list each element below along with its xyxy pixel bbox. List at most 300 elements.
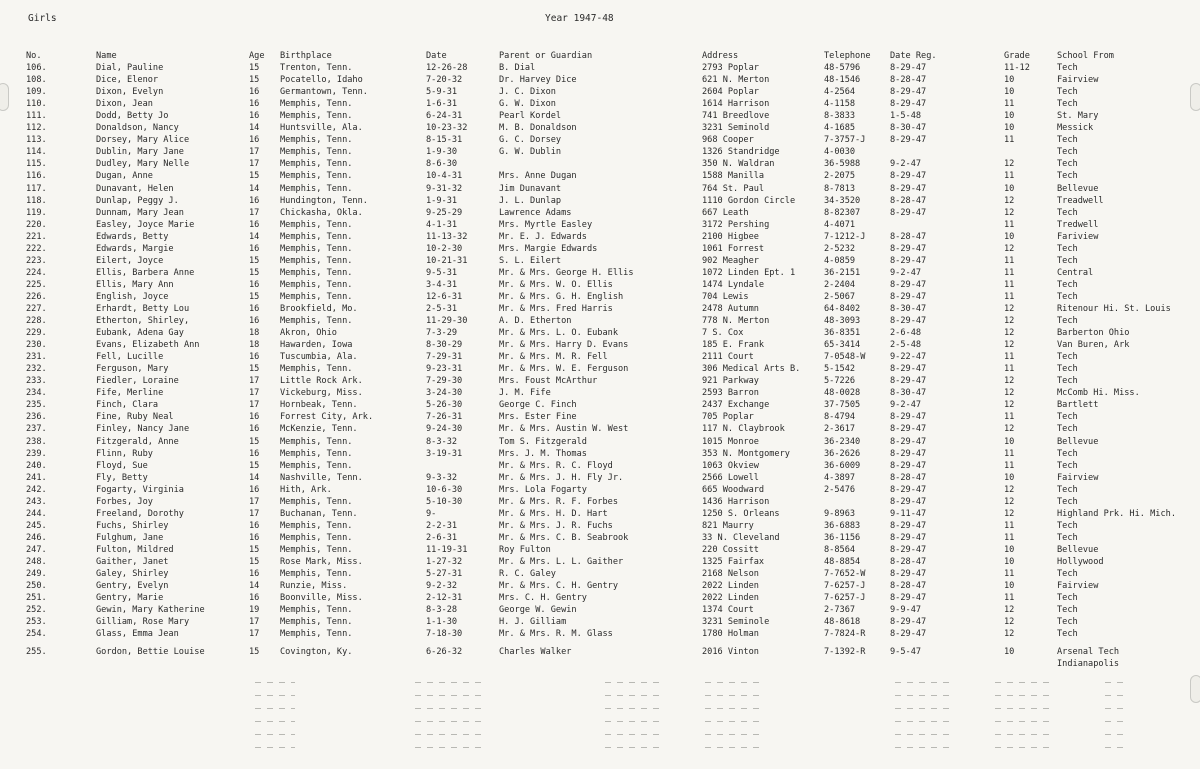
dash-segment (605, 747, 665, 748)
table-row (26, 339, 1176, 351)
telephone: 8-4794 (824, 412, 856, 423)
date-registered: 8-28-47 (890, 75, 927, 86)
telephone: 36-1156 (824, 532, 861, 543)
table-row (26, 628, 1176, 640)
address: 2566 Lowell (702, 472, 759, 483)
table-row (26, 195, 1176, 207)
col-header-grade: Grade (1004, 51, 1030, 61)
school-from: Tredwell (1057, 219, 1099, 230)
parent-guardian: Dr. Harvey Dice (499, 75, 577, 86)
parent-guardian: Mrs. Ester Fine (499, 412, 577, 423)
dash-segment (415, 708, 485, 709)
school-from: Bellevue (1057, 183, 1099, 194)
student-name: Fulghum, Jane (96, 532, 164, 543)
address: 667 Leath (702, 207, 749, 218)
grade: 12 (1004, 328, 1015, 339)
birthplace: Akron, Ohio (280, 328, 337, 339)
parent-guardian: Mr. & Mrs. L. O. Eubank (499, 328, 618, 339)
table-row (26, 134, 1176, 146)
row-no: 225. (26, 279, 47, 290)
student-name: Dorsey, Mary Alice (96, 135, 190, 146)
row-no: 116. (26, 171, 47, 182)
date-registered: 1-5-48 (890, 111, 922, 122)
table-row (26, 122, 1176, 134)
grade: 11 (1004, 532, 1015, 543)
dash-segment (415, 682, 485, 683)
row-no: 240. (26, 460, 47, 471)
table-row (26, 86, 1176, 98)
grade: 10 (1004, 183, 1015, 194)
dash-segment (605, 721, 665, 722)
dash-segment (415, 747, 485, 748)
table-header-row (26, 50, 1176, 62)
grade: 12 (1004, 617, 1015, 628)
dash-segment (895, 734, 955, 735)
birthplace: Memphis, Tenn. (280, 316, 353, 327)
telephone: 64-8402 (824, 303, 861, 314)
grade: 12 (1004, 388, 1015, 399)
date-registered: 8-29-47 (890, 544, 927, 555)
date-registered: 8-29-47 (890, 243, 927, 254)
table-row (26, 183, 1176, 195)
birthplace: Memphis, Tenn. (280, 629, 353, 640)
table-row (26, 423, 1176, 435)
telephone: 4-4071 (824, 219, 856, 230)
parent-guardian: Mr. & Mrs. G. H. English (499, 291, 624, 302)
parent-guardian: Mrs. Margie Edwards (499, 243, 598, 254)
school-from: Tech (1057, 352, 1078, 363)
blank-line (255, 702, 1125, 715)
parent-guardian: Mr. & Mrs. R. C. Floyd (499, 460, 613, 471)
col-header-date-reg: Date Reg. (890, 51, 937, 61)
dash-segment (705, 747, 765, 748)
address: 353 N. Montgomery (702, 448, 790, 459)
row-no: 106. (26, 63, 47, 74)
grade: 12 (1004, 629, 1015, 640)
student-name: Gilliam, Rose Mary (96, 617, 190, 628)
telephone: 36-8351 (824, 328, 861, 339)
telephone: 48-8618 (824, 617, 861, 628)
grade: 10 (1004, 556, 1015, 567)
birthplace: Memphis, Tenn. (280, 159, 353, 170)
birthplace: Huntsville, Ala. (280, 123, 363, 134)
dash-segment (605, 695, 665, 696)
school-from: Bartlett (1057, 400, 1099, 411)
birth-date: 8-3-32 (426, 436, 458, 447)
date-registered (890, 219, 1004, 231)
birthplace: Memphis, Tenn. (280, 255, 353, 266)
grade: 11 (1004, 255, 1015, 266)
table-row (26, 207, 1176, 219)
table-row (26, 375, 1176, 387)
telephone: 4-0859 (824, 255, 856, 266)
table-row (26, 604, 1176, 616)
telephone: 2-3617 (824, 424, 856, 435)
row-no: 235. (26, 400, 47, 411)
school-from: Fairview (1057, 581, 1099, 592)
birthplace: Runzie, Miss. (280, 581, 348, 592)
row-no: 239. (26, 448, 47, 459)
table-row (26, 387, 1176, 399)
student-name: Dunnam, Mary Jean (96, 207, 184, 218)
table-row (26, 640, 1176, 658)
telephone: 48-5796 (824, 63, 861, 74)
table-row (26, 496, 1176, 508)
row-no: 254. (26, 629, 47, 640)
birth-date: 7-29-31 (426, 352, 463, 363)
school-from: Bellevue (1057, 544, 1099, 555)
student-name: Dugan, Anne (96, 171, 153, 182)
grade: 11 (1004, 593, 1015, 604)
telephone: 36-2626 (824, 448, 861, 459)
school-from: Tech (1057, 484, 1078, 495)
birthplace: Hawarden, Iowa (280, 340, 353, 351)
birth-date: 11-13-32 (426, 231, 468, 242)
row-no: 119. (26, 207, 47, 218)
dash-segment (1105, 695, 1125, 696)
birth-date: 11-29-30 (426, 316, 468, 327)
birth-date: 1-6-31 (426, 99, 458, 110)
grade: 12 (1004, 376, 1015, 387)
dash-segment (255, 695, 295, 696)
row-no: 223. (26, 255, 47, 266)
table-row (26, 327, 1176, 339)
birth-date: 10-21-31 (426, 255, 468, 266)
school-from: Tech (1057, 605, 1078, 616)
telephone: 5-1542 (824, 364, 856, 375)
table-row (26, 243, 1176, 255)
parent-guardian: H. J. Gilliam (499, 617, 567, 628)
birthplace: Memphis, Tenn. (280, 99, 353, 110)
birth-date: 2-6-31 (426, 532, 458, 543)
dash-segment (415, 695, 485, 696)
grade: 11 (1004, 352, 1015, 363)
school-from: Tech (1057, 376, 1078, 387)
dash-segment (255, 747, 295, 748)
date-registered: 8-29-47 (890, 593, 927, 604)
date-registered: 8-30-47 (890, 388, 927, 399)
age: 17 (249, 400, 260, 411)
birthplace: Nashville, Tenn. (280, 472, 363, 483)
parent-guardian: Mr. & Mrs. Harry D. Evans (499, 340, 629, 351)
school-from: Tech (1057, 617, 1078, 628)
age: 17 (249, 496, 260, 507)
birthplace: Memphis, Tenn. (280, 291, 353, 302)
age: 16 (249, 195, 260, 206)
table-row (26, 411, 1176, 423)
table-row (26, 484, 1176, 496)
row-no: 231. (26, 352, 47, 363)
birthplace: Memphis, Tenn. (280, 520, 353, 531)
school-from: Tech (1057, 171, 1078, 182)
birth-date: 7-26-31 (426, 412, 463, 423)
student-name: Gentry, Evelyn (96, 581, 169, 592)
parent-guardian: Mr. & Mrs. M. R. Fell (499, 352, 608, 363)
date-registered: 8-29-47 (890, 496, 927, 507)
student-name: Donaldson, Nancy (96, 123, 179, 134)
address: 1326 Standridge (702, 147, 780, 158)
address: 1015 Monroe (702, 436, 759, 447)
student-name: Ellis, Mary Ann (96, 279, 174, 290)
student-name: Ellis, Barbera Anne (96, 267, 195, 278)
birthplace: Memphis, Tenn. (280, 135, 353, 146)
grade: 10 (1004, 647, 1015, 658)
telephone: 8-3833 (824, 111, 856, 122)
telephone: 4-0030 (824, 147, 856, 158)
table-row (26, 592, 1176, 604)
address: 1780 Holman (702, 629, 759, 640)
telephone: 34-3520 (824, 195, 861, 206)
row-no: 222. (26, 243, 47, 254)
birth-date: 7-29-30 (426, 376, 463, 387)
school-from: Ritenour Hi. St. Louis (1057, 303, 1171, 314)
birthplace: Hornbeak, Tenn. (280, 400, 358, 411)
table-row (26, 532, 1176, 544)
telephone: 36-2340 (824, 436, 861, 447)
age: 17 (249, 617, 260, 628)
row-no: 110. (26, 99, 47, 110)
dash-segment (415, 734, 485, 735)
birth-date: 7-18-30 (426, 629, 463, 640)
dash-segment (1105, 721, 1125, 722)
date-registered: 8-29-47 (890, 364, 927, 375)
address: 2168 Nelson (702, 569, 759, 580)
birthplace: Boonville, Miss. (280, 593, 363, 604)
table-row (26, 448, 1176, 460)
student-name: Dunlap, Peggy J. (96, 195, 179, 206)
student-name: Finch, Clara (96, 400, 159, 411)
address: 2478 Autumn (702, 303, 759, 314)
birthplace: Chickasha, Okla. (280, 207, 363, 218)
telephone: 48-3093 (824, 316, 861, 327)
grade: 10 (1004, 544, 1015, 555)
school-from: Tech (1057, 460, 1078, 471)
grade: 11 (1004, 569, 1015, 580)
row-no: 113. (26, 135, 47, 146)
birthplace: Memphis, Tenn. (280, 460, 353, 471)
student-name: Finley, Nancy Jane (96, 424, 190, 435)
birthplace: Memphis, Tenn. (280, 617, 353, 628)
birthplace: Germantown, Tenn. (280, 87, 368, 98)
grade: 12 (1004, 316, 1015, 327)
row-no: 117. (26, 183, 47, 194)
birthplace: Memphis, Tenn. (280, 243, 353, 254)
date-registered: 8-29-47 (890, 87, 927, 98)
parent-guardian: Mrs. Foust McArthur (499, 376, 598, 387)
col-header-address: Address (702, 51, 739, 61)
telephone: 7-7652-W (824, 569, 866, 580)
birth-date: 7-3-29 (426, 328, 458, 339)
parent-guardian: J. C. Dixon (499, 87, 556, 98)
year-label: Year 1947-48 (545, 13, 614, 24)
row-no: 221. (26, 231, 47, 242)
birthplace: Trenton, Tenn. (280, 63, 353, 74)
parent-guardian: Mr. & Mrs. J. R. Fuchs (499, 520, 613, 531)
address: 665 Woodward (702, 484, 765, 495)
table-row (26, 98, 1176, 110)
birthplace: Brookfield, Mo. (280, 303, 358, 314)
birth-date: 5-26-30 (426, 400, 463, 411)
birthplace: Memphis, Tenn. (280, 279, 353, 290)
student-name: Fitzgerald, Anne (96, 436, 179, 447)
address: 1061 Forrest (702, 243, 765, 254)
row-no: 236. (26, 412, 47, 423)
grade: 12 (1004, 496, 1015, 507)
parent-guardian: G. W. Dublin (499, 147, 562, 158)
school-from: Barberton Ohio (1057, 328, 1130, 339)
age: 17 (249, 629, 260, 640)
date-registered: 8-28-47 (890, 231, 927, 242)
telephone: 65-3414 (824, 340, 861, 351)
school-from: Fairview (1057, 472, 1099, 483)
address: 3231 Seminole (702, 617, 770, 628)
date-registered: 8-29-47 (890, 376, 927, 387)
dash-segment (895, 721, 955, 722)
telephone: 2-5067 (824, 291, 856, 302)
school-from: Tech (1057, 99, 1078, 110)
address: 704 Lewis (702, 291, 749, 302)
col-header-no: No. (26, 51, 42, 61)
dash-segment (705, 682, 765, 683)
date-registered: 8-29-47 (890, 183, 927, 194)
age: 15 (249, 171, 260, 182)
date-registered: 8-29-47 (890, 99, 927, 110)
birth-date: 2-5-31 (426, 303, 458, 314)
age: 16 (249, 352, 260, 363)
dash-segment (705, 721, 765, 722)
row-no: 230. (26, 340, 47, 351)
date-registered: 9-9-47 (890, 605, 922, 616)
col-header-name: Name (96, 51, 117, 61)
address: 921 Parkway (702, 376, 759, 387)
grade: 11 (1004, 412, 1015, 423)
date-registered: 8-29-47 (890, 424, 927, 435)
telephone: 36-5988 (824, 159, 861, 170)
enrollment-table (26, 50, 1176, 670)
telephone: 2-2075 (824, 171, 856, 182)
dash-segment (995, 734, 1055, 735)
date-registered: 8-28-47 (890, 556, 927, 567)
school-from: Tech (1057, 520, 1078, 531)
student-name: Freeland, Dorothy (96, 508, 184, 519)
student-name: Fogarty, Virginia (96, 484, 184, 495)
birthplace: Rose Mark, Miss. (280, 556, 363, 567)
school-from: Van Buren, Ark (1057, 340, 1130, 351)
grade: 11 (1004, 460, 1015, 471)
parent-guardian: Mr. & Mrs. L. L. Gaither (499, 556, 624, 567)
row-no: 228. (26, 316, 47, 327)
student-name: Erhardt, Betty Lou (96, 303, 190, 314)
table-row (26, 255, 1176, 267)
parent-guardian: Roy Fulton (499, 544, 551, 555)
age: 17 (249, 508, 260, 519)
blank-line (255, 728, 1125, 741)
age: 16 (249, 484, 260, 495)
birth-date: 1-1-30 (426, 617, 458, 628)
parent-guardian: R. C. Galey (499, 569, 556, 580)
date-registered: 2-6-48 (890, 328, 922, 339)
birthplace: Vickeburg, Miss. (280, 388, 363, 399)
address: 1614 Harrison (702, 99, 770, 110)
dash-segment (1105, 734, 1125, 735)
row-no: 246. (26, 532, 47, 543)
date-registered: 8-28-47 (890, 581, 927, 592)
address: 821 Maurry (702, 520, 754, 531)
telephone: 7-6257-J (824, 581, 866, 592)
age: 16 (249, 111, 260, 122)
birth-date: 10-2-30 (426, 243, 463, 254)
row-no: 255. (26, 647, 47, 658)
date-registered: 8-29-47 (890, 171, 927, 182)
birthplace: Forrest City, Ark. (280, 412, 374, 423)
age: 15 (249, 291, 260, 302)
dash-segment (255, 734, 295, 735)
grade: 11 (1004, 520, 1015, 531)
row-no: 249. (26, 569, 47, 580)
student-name: Dial, Pauline (96, 63, 164, 74)
table-row (26, 544, 1176, 556)
age: 16 (249, 279, 260, 290)
birthplace: Memphis, Tenn. (280, 544, 353, 555)
parent-guardian: Mrs. Lola Fogarty (499, 484, 587, 495)
age: 17 (249, 159, 260, 170)
dash-segment (1105, 747, 1125, 748)
date-registered: 8-29-47 (890, 629, 927, 640)
blank-line (255, 715, 1125, 728)
date-registered: 8-29-47 (890, 484, 927, 495)
table-row (26, 363, 1176, 375)
continuation-row (26, 658, 1176, 670)
table-row (26, 291, 1176, 303)
row-no: 253. (26, 617, 47, 628)
table-row (26, 231, 1176, 243)
student-name: Eubank, Adena Gay (96, 328, 184, 339)
age: 17 (249, 376, 260, 387)
col-header-parent: Parent or Guardian (499, 51, 593, 61)
school-from: Tech (1057, 159, 1078, 170)
dash-segment (995, 695, 1055, 696)
row-no: 108. (26, 75, 47, 86)
birth-date: 9-2-32 (426, 581, 458, 592)
table-row (26, 110, 1176, 122)
row-no: 251. (26, 593, 47, 604)
row-no: 237. (26, 424, 47, 435)
grade: 10 (1004, 436, 1015, 447)
student-name: Fulton, Mildred (96, 544, 174, 555)
birth-date: 9-31-32 (426, 183, 463, 194)
school-from: Highland Prk. Hi. Mich. (1057, 508, 1176, 519)
parent-guardian: Pearl Kordel (499, 111, 562, 122)
birthplace: Memphis, Tenn. (280, 231, 353, 242)
dash-segment (705, 708, 765, 709)
date-registered: 8-29-47 (890, 207, 927, 218)
address: 2604 Poplar (702, 87, 759, 98)
row-no: 247. (26, 544, 47, 555)
birthplace: McKenzie, Tenn. (280, 424, 358, 435)
age: 17 (249, 388, 260, 399)
address: 2437 Exchange (702, 400, 770, 411)
parent-guardian: S. L. Eilert (499, 255, 562, 266)
student-name: Fiedler, Loraine (96, 376, 179, 387)
school-from: Tech (1057, 496, 1078, 507)
dash-segment (415, 721, 485, 722)
parent-guardian: B. Dial (499, 63, 536, 74)
age: 16 (249, 99, 260, 110)
telephone: 36-6009 (824, 460, 861, 471)
blank-entry-lines (255, 676, 1125, 756)
parent-guardian: G. W. Dixon (499, 99, 556, 110)
birth-date: 8-15-31 (426, 135, 463, 146)
